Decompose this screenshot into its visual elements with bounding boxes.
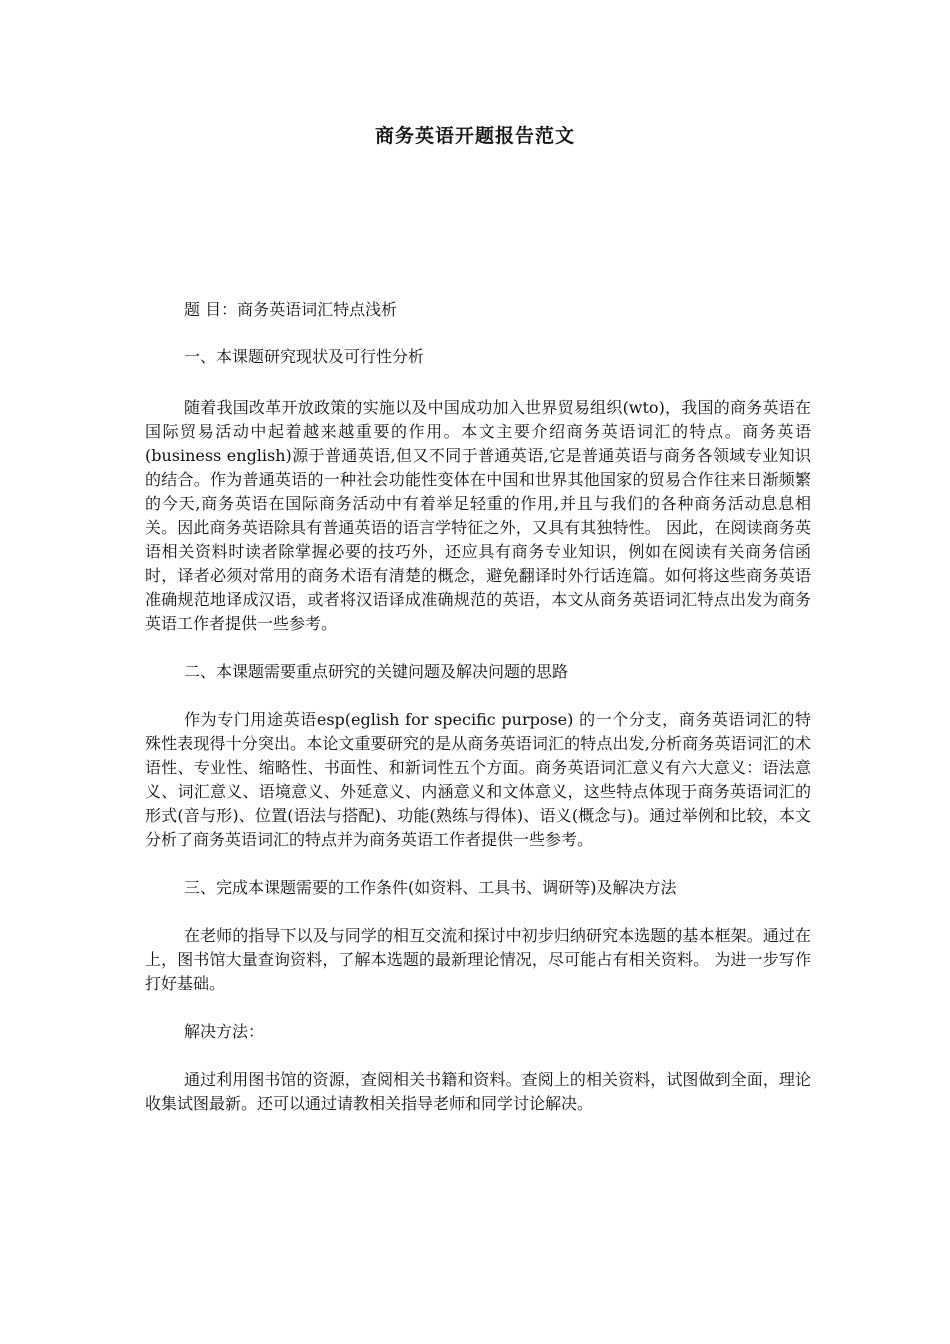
method-heading: 解决方法： [184,1022,265,1041]
section-1-heading: 一、本课题研究现状及可行性分析 [184,347,425,366]
section-3-heading: 三、完成本课题需要的工作条件(如资料、工具书、调研等)及解决方法 [184,878,677,897]
section-3-paragraph: 在老师的指导下以及与同学的相互交流和探讨中初步归纳研究本选题的基本框架。通过在上，图书馆大量查询资料，了解本选题的最新理论情况，尽可能占有相关资料。 为进一步写作打好基础。 [145,926,811,993]
document-body [145,298,811,1116]
section-1-paragraph: 随着我国改革开放政策的实施以及中国成功加入世界贸易组织(wto)，我国的商务英语在国际贸易活动中起着越来越重要的作用。本文主要介绍商务英语词汇的特点。商务英语(business english)源于普通英语,但又不同于普通英语,它是普通英语与商务各领域专业知识的结合。作为普通英语的一种社会功能性变体在中国和世界其他国家的贸易合作往来日渐频繁的今天,商务英语在国际商务活动中有着举足轻重的作用,并且与我们的各种商务活动息息相关。因此商务英语除具有普通英语的语言学特征之外，又具有其独特性。 因此，在阅读商务英语相关资料时读者除掌握必要的技巧外，还应具有商务专业知识，例如在阅读有关商务信函时，译者必须对常用的商务术语有清楚的概念，避免翻译时外行话连篇。如何将这些商务英语准确规范地译成汉语，或者将汉语译成准确规范的英语，本文从商务英语词汇特点出发为商务英语工作者提供一些参考。 [145,398,811,633]
section-2-heading: 二、本课题需要重点研究的关键问题及解决问题的思路 [184,662,569,681]
section-2-paragraph: 作为专门用途英语esp(eglish for specific purpose) 的一个分支，商务英语词汇的特殊性表现得十分突出。本论文重要研究的是从商务英语词汇的特点出发,分析商务英语词汇的术语性、专业性、缩略性、书面性、和新词性五个方面。商务英语词汇意义有六大意义：语法意义、词汇意义、语境意义、外延意义、内涵意义和文体意义，这些特点体现于商务英语词汇的形式(音与形)、位置(语法与搭配)、功能(熟练与得体)、语义(概念与)。通过举例和比较，本文分析了商务英语词汇的特点并为商务英语工作者提供一些参考。 [145,710,811,849]
method-paragraph: 通过利用图书馆的资源，查阅相关书籍和资料。查阅上的相关资料，试图做到全面，理论收集试图最新。还可以通过请教相关指导老师和同学讨论解决。 [145,1070,811,1113]
document-title: 商务英语开题报告范文 [374,125,575,147]
subject-line: 题 目：商务英语词汇特点浅析 [184,300,398,319]
